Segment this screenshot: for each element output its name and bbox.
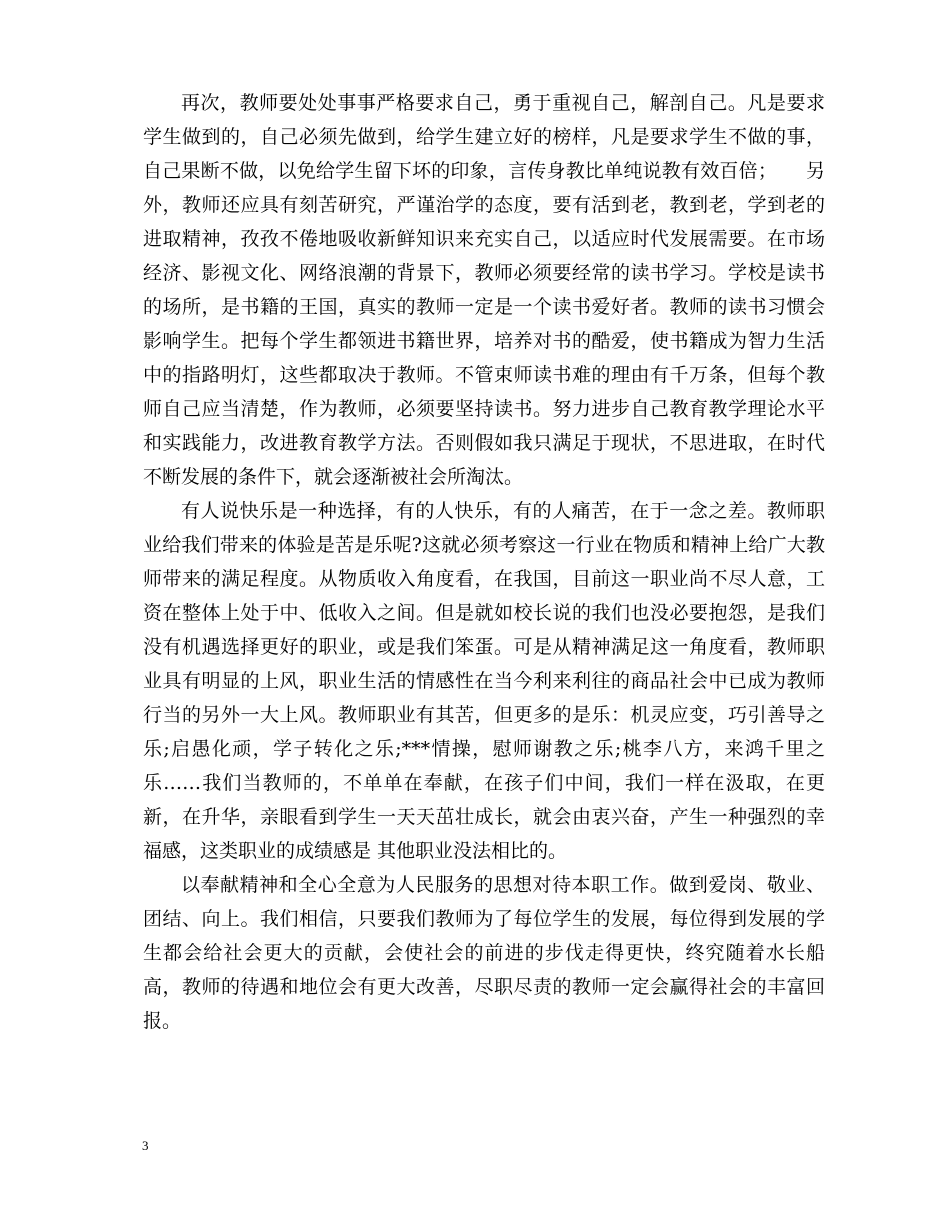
paragraph-1: 再次，教师要处处事事严格要求自己，勇于重视自己，解剖自己。凡是要求学生做到的，自己必须先做到，给学生建立好的榜样，凡是要求学生不做的事，自己果断不做，以免给学生留下坏的印象，言传身教比单纯说教有效百倍； 另外，教师还应具有刻苦研究，严谨治学的态度，要有活到老，教到老，学到老的进取精神，孜孜不倦地吸收新鲜知识来充实自己，以适应时代发展需要。在市场经济、影视文化、网络浪潮的背景下，教师必须要经常的读书学习。学校是读书的场所，是书籍的王国，真实的教师一定是一个读书爱好者。教师的读书习惯会影响学生。把每个学生都领进书籍世界，培养对书的酷爱，使书籍成为智力生活中的指路明灯，这些都取决于教师。不管束师读书难的理由有千万条，但每个教师自己应当清楚，作为教师，必须要坚持读书。努力进步自己教育教学理论水平和实践能力，改进教育教学方法。否则假如我只满足于现状，不思进取，在时代不断发展的条件下，就会逐渐被社会所淘汰。 [143, 92, 825, 488]
paragraph-3: 以奉献精神和全心全意为人民服务的思想对待本职工作。做到爱岗、敬业、团结、向上。我们相信，只要我们教师为了每位学生的发展，每位得到发展的学生都会给社会更大的贡献，会使社会的前进的步伐走得更快，终究随着水长船高，教师的待遇和地位会有更大改善，尽职尽责的教师一定会赢得社会的丰富回报。 [143, 874, 825, 1032]
paragraph-2: 有人说快乐是一种选择，有的人快乐，有的人痛苦，在于一念之差。教师职业给我们带来的体验是苦是乐呢?这就必须考察这一行业在物质和精神上给广大教师带来的满足程度。从物质收入角度看，在我国，目前这一职业尚不尽人意，工资在整体上处于中、低收入之间。但是就如校长说的我们也没必要抱怨，是我们没有机遇选择更好的职业，或是我们笨蛋。可是从精神满足这一角度看，教师职业具有明显的上风，职业生活的情感性在当今利来利往的商品社会中已成为教师行当的另外一大上风。教师职业有其苦，但更多的是乐：机灵应变，巧引善导之乐;启愚化顽，学子转化之乐;***情操，慰师谢教之乐;桃李八方，来鸿千里之乐……我们当教师的，不单单在奉献，在孩子们中间，我们一样在汲取，在更新，在升华，亲眼看到学生一天天茁壮成长，就会由衷兴奋，产生一种强烈的幸福感，这类职业的成绩感是 其他职业没法相比的。 [143, 500, 825, 862]
page-number: 3 [142, 1138, 149, 1153]
document-body [143, 86, 825, 1038]
